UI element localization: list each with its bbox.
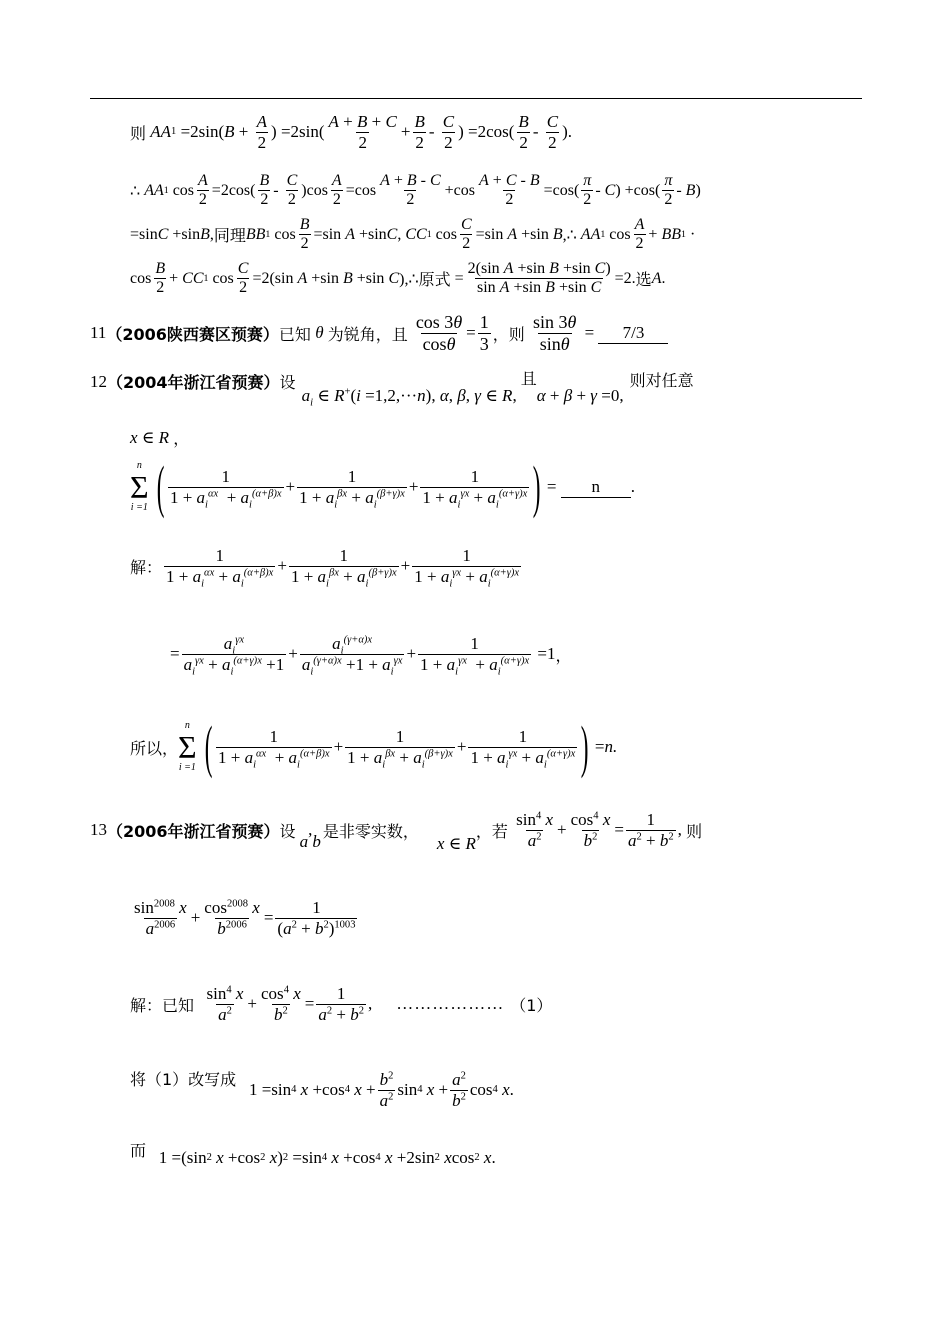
eq-aa1: 则 AA 1 =2sin( B + $\frac{A}{2}$ ) =2sin( $\frac{A + B + C}{2}$ + $\frac{B}{2}$ - $\frac{C}{2}$ ) =2cos( $\frac{B}{2}$ - $\frac{C}{2}$ ). [130,112,572,152]
text: 已知 [278,324,311,344]
text: 则对任意 [629,371,694,390]
answer-blank: n [561,477,631,498]
sum-equation: n Σ i =1 ( $\frac{1}{1 + a_i^{\alpha x} + a_i^{(\alpha+\beta)x}}$ + $\frac{1}{1 + a_i^{\beta x} + a_i^{(\beta+\gamma)x}}$ + $\frac{1}{1 + a_i^{\gamma x} + a_i^{(\alpha+\gamma)x}}$ ) = n . [130,454,635,519]
text: ，若 [475,821,508,841]
text: 且 [520,369,537,388]
text: 是非零实数， [322,821,419,841]
top-rule [90,98,862,99]
eq-line4: cos $\frac{B}{2}$ + CC 1 cos $\frac{C}{2}$ =2(sin A +sin B +sin C ),∴ 原式 = $\frac{\text{2(sin A +sin B +sin C)}}{\text{sin A +sin B +sin C}}$ =2. 选 A . [130,260,666,297]
eq-line2: ∴ AA 1 cos $\frac{A}{2}$ =2cos( $\frac{B}{2}$ - $\frac{C}{2}$ )cos $\frac{A}{2}$ =cos $\frac{A + B - C}{2}$ +cos $\frac{A + C - B}{2}$ =cos( $\frac{\pi}{2}$ - C ) +cos( $\frac{\pi}{2}$ - B ) [130,172,701,209]
solution-12-conclusion: 所以， n Σ i =1 ( $\frac{1}{1 + a_i^{\alpha x} + a_i^{(\alpha+\beta)x}}$ + $\frac{1}{1 + a_i^{\beta x} + a_i^{(\beta+\gamma)x}}$ + $\frac{1}{1 + a_i^{\gamma x} + a_i^{(\alpha+\gamma)x}}$ ) = n. [130,714,618,779]
text: 则 [686,821,703,841]
problem-12: 12 （2004年浙江省预赛） 设 $a_i$ ∈ R+(i =1,2,···n), α, β, γ ∈ R, 且 α + β + γ =0, 则对任意 [90,370,694,393]
conclusion-label: 所以， [130,738,179,758]
leader-dots: ……………… [396,994,505,1014]
problem-11: 11 （2006陕西赛区预赛） 已知 θ 为锐角，且 $\frac{\cos 3\theta}{\cos\theta}$ = $\frac{1}{3}$ ，则 $\frac{\sin 3\theta}{\sin\theta}$ = 7/3 [90,312,668,354]
problem-source: （2006陕西赛区预赛） [106,324,279,344]
text: 设 [279,821,296,841]
solution-12-line1: 解： $\frac{1}{1 + a_i^{\alpha x} + a_i^{(\alpha+\beta)x}}$ + $\frac{1}{1 + a_i^{\beta x} + a_i^{(\beta+\gamma)x}}$ + $\frac{1}{1 + a_i^{\gamma x} + a_i^{(\alpha+\gamma)x}}$ [130,546,520,589]
problem-13-result: $\frac{\sin^{2008} x}{a^{2006}}$ + $\frac{\cos^{2008} x}{b^{2006}}$ = $\frac{1}{(a^2 + b^2)^{1003}}$ [134,898,356,938]
text: 而 [130,1141,147,1160]
x-in-r: x ∈ R ， [130,427,190,448]
problem-number: 11 [90,323,107,343]
problem-source: （2004年浙江省预赛） [107,373,280,392]
solution-13-line3: 而 1 =(sin 2 x +cos 2 x ) 2 =sin 4 x +cos 4 x +2sin 2 x cos 2 x . [130,1146,496,1169]
solution-13-line2: 将（1）改写成 1 =sin 4 x +cos 4 x + $\frac{b^2}{a^2}$ sin 4 x + $\frac{a^2}{b^2}$ cos 4 x . [130,1070,514,1110]
problem-number: 13 [90,820,107,840]
text: 为锐角，且 [327,324,408,344]
problem-number: 12 [90,371,107,391]
text: 将（1）改写成 [130,1069,237,1089]
solution-label: 解：已知 [130,995,195,1015]
problem-source: （2006年浙江省预赛） [107,821,280,841]
problem-13: 13 （2006年浙江省预赛） 设 a , b 是非零实数， x ∈ R ，若 $\frac{\sin^4 x}{a^2}$ + $\frac{\cos^4 x}{b^2}$ = $\frac{1}{a^2 + b^2}$ , 则 [90,810,703,854]
eq-line3: =sin C +sin B , 同理 BB 1 cos $\frac{B}{2}$ =sin A +sin C , CC 1 cos $\frac{C}{2}$ =sin A +sin B ,∴ AA 1 cos $\frac{A}{2}$ + BB 1 · [130,216,696,253]
solution-label: 解： [130,557,163,577]
answer-blank: 7/3 [598,323,668,344]
equation-number: （1） [510,995,553,1015]
text: 设 [279,373,296,392]
text: ，则 [492,324,525,344]
solution-12-line2: = $\frac{a_i^{\gamma x}}{a_i^{\gamma x} + a_i^{(\alpha+\gamma)x} +1}$ + $\frac{a_i^{(\gamma+\alpha)x}}{a_i^{(\gamma+\alpha)x} +1 + a_i^{\gamma x}}$ + $\frac{1}{1 + a_i^{\gamma x} + a_i^{(\alpha+\gamma)x}}$ =1 ， [170,634,572,677]
solution-13-line1: 解：已知 $\frac{\sin^4 x}{a^2}$ + $\frac{\cos^4 x}{b^2}$ = $\frac{1}{a^2 + b^2}$ , ……………… （1） [130,984,553,1024]
lead-ze: 则 [130,123,147,143]
